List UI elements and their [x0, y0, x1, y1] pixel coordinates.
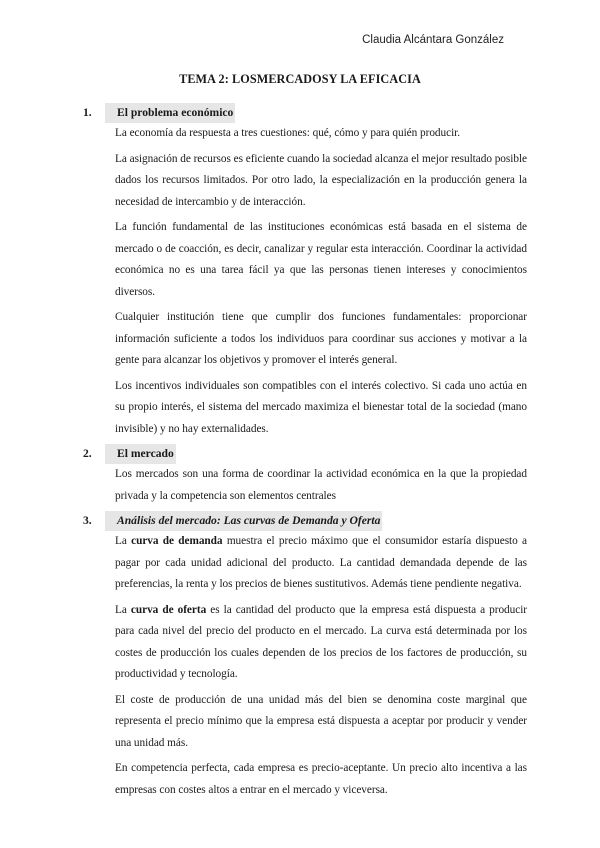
section-1 [83, 103, 527, 440]
section-2 [83, 444, 527, 507]
section-3 [83, 511, 528, 801]
paragraph: Cualquier institución tiene que cumplir dos funciones fundamentales: proporcionar información suficiente a todos los individuos para coordinar sus acciones y motivar a la gente para alcanzar los objetivos y promover el interés general. [115, 311, 527, 366]
document-body [83, 103, 528, 805]
section-title: El mercado [105, 444, 176, 464]
paragraph: La función fundamental de las instituciones económicas está basada en el sistema de mercado o de coacción, es decir, canalizar y regular esta interacción. Coordinar la actividad económica no es una tarea fácil ya que las personas tienen intereses y conocimientos diversos. [115, 221, 527, 298]
section-number: 2. [83, 447, 92, 460]
paragraph-text: muestra el precio máximo que el consumidor estaría dispuesto a pagar por cada unidad adicional del producto. La cantidad demandada depende de las preferencias, la renta y los precios de bienes sustitutivos. Además tiene pendiente negativa. [115, 535, 528, 590]
term-demand-curve: curva de demanda [131, 535, 223, 547]
paragraph: En competencia perfecta, cada empresa es precio-aceptante. Un precio alto incentiva a las empresas con costes altos a entrar en el mercado y viceversa. [115, 762, 527, 796]
section-2-heading [83, 444, 527, 464]
section-title: Análisis del mercado: Las curvas de Demanda y Oferta [105, 511, 382, 531]
section-title: El problema económico [105, 103, 235, 123]
paragraph-text: es la cantidad del producto que la empresa está dispuesta a producir para cada nivel del precio del producto en el mercado. La curva está determinada por los costes de producción los cuales dependen de los precios de los factores de producción, su productividad y tecnología. [115, 603, 528, 680]
paragraph: El coste de producción de una unidad más del bien se denomina coste marginal que representa el precio mínimo que la empresa está dispuesta a aceptar por producir y vender una unidad más. [115, 693, 527, 749]
paragraph: La economía da respuesta a tres cuestiones: qué, cómo y para quién producir. [115, 127, 461, 139]
page-title: TEMA 2: LOSMERCADOSY LA EFICACIA [179, 72, 421, 86]
paragraph: Los mercados son una forma de coordinar la actividad económica en la que la propiedad privada y la competencia son elementos centrales [115, 468, 527, 502]
section-1-heading [83, 103, 527, 123]
section-3-heading [83, 511, 527, 531]
paragraph-lead: La [115, 603, 131, 616]
term-supply-curve: curva de oferta [130, 603, 207, 616]
author-name: Claudia Alcántara González [362, 34, 504, 46]
demand-curve-paragraph [115, 531, 527, 596]
section-number: 3. [83, 514, 92, 527]
section-number: 1. [83, 106, 92, 119]
paragraph-lead: La [115, 535, 132, 547]
supply-curve-paragraph [115, 600, 527, 686]
paragraph: Los incentivos individuales son compatibles con el interés colectivo. Si cada uno actúa en su propio interés, el sistema del mercado maximiza el bienestar total de la sociedad (mano invisible) y no hay externalidades. [115, 379, 527, 435]
paragraph: La asignación de recursos es eficiente cuando la sociedad alcanza el mejor resultado posible dados los recursos limitados. Por otro lado, la especialización en la producción genera la necesidad de intercambio y de interacción. [115, 152, 527, 208]
